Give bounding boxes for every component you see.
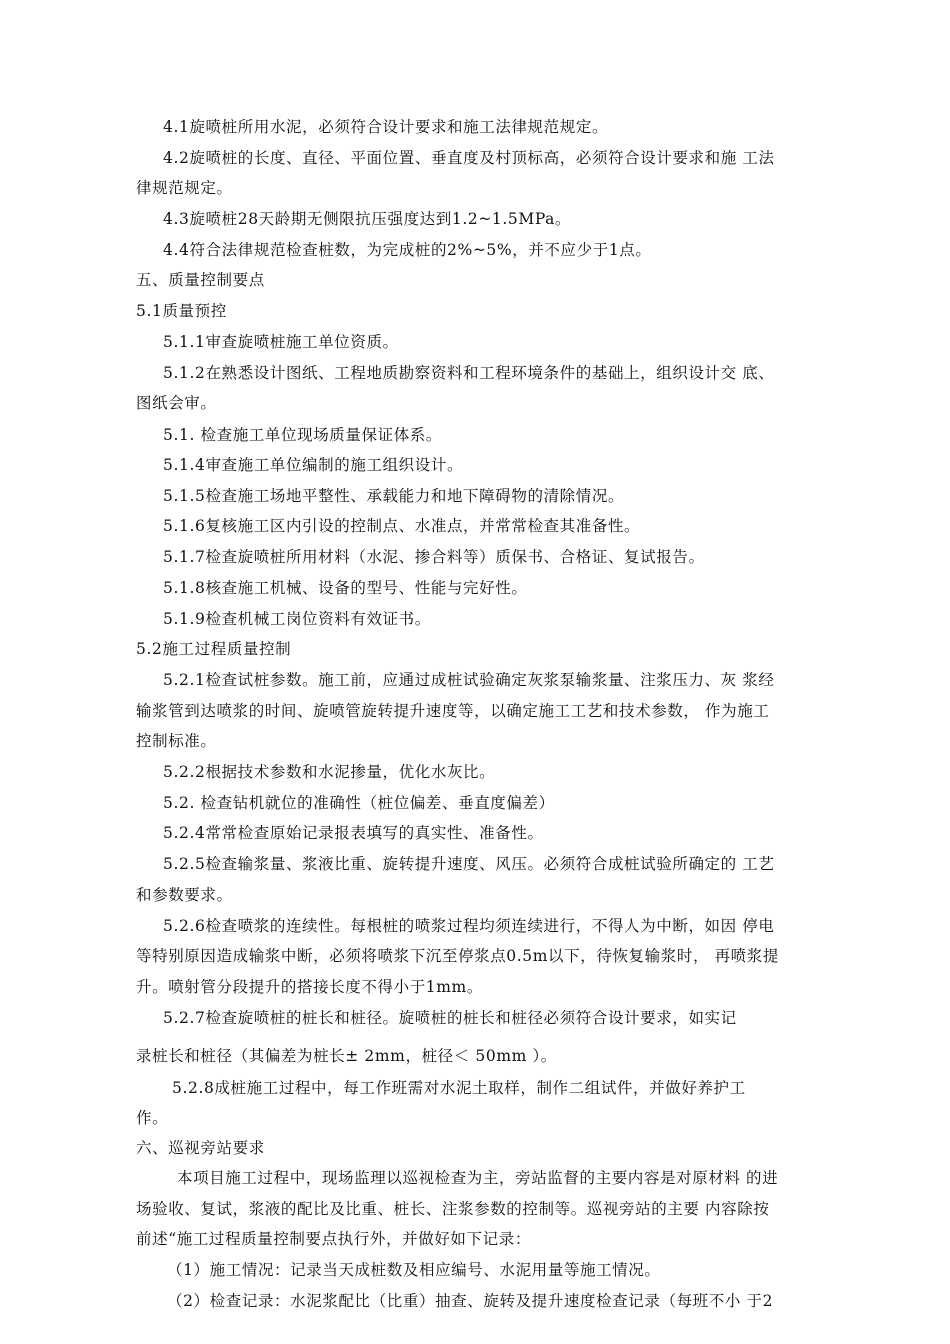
text-line: 5.1.7检查旋喷桩所用材料（水泥、掺合料等）质保书、合格证、复试报告。 — [163, 548, 705, 566]
text-line: 4.3旋喷桩28天龄期无侧限抗压强度达到1.2~1.5MPa。 — [163, 210, 572, 228]
subsection-heading: 5.1质量预控 — [136, 302, 227, 320]
text-line: 5.2.1检查试桩参数。施工前，应通过成桩试验确定灰浆泵输浆量、注浆压力、灰 浆经 — [163, 671, 775, 689]
text-line: 5.1.8核查施工机械、设备的型号、性能与完好性。 — [163, 579, 528, 597]
text-line: 5.1.9检查机械工岗位资料有效证书。 — [163, 610, 431, 628]
text-line: 输浆管到达喷浆的时间、旋喷管旋转提升速度等，以确定施工工艺和技术参数， 作为施工 — [136, 702, 770, 720]
text-line: 图纸会审。 — [136, 394, 217, 412]
text-line: 升。喷射管分段提升的搭接长度不得小于1mm。 — [136, 978, 483, 996]
text-line: 录桩长和桩径（其偏差为桩长± 2mm，桩径＜ 50mm ）。 — [136, 1047, 557, 1065]
subsection-heading: 5.2施工过程质量控制 — [136, 640, 292, 658]
section-heading: 五、质量控制要点 — [136, 271, 265, 289]
text-line: 5.2.6检查喷浆的连续性。每根桩的喷浆过程均须连续进行，不得人为中断，如因 停电 — [163, 917, 775, 935]
text-line: 4.4符合法律规范检查桩数，为完成桩的2%~5%，并不应少于1点。 — [163, 241, 652, 259]
text-line: 5.1. 检查施工单位现场质量保证体系。 — [163, 426, 443, 444]
text-line: 5.2. 检查钻机就位的准确性（桩位偏差、垂直度偏差） — [163, 794, 555, 812]
text-line: 前述“施工过程质量控制要点执行外，并做好如下记录： — [136, 1230, 531, 1248]
text-line: 5.1.1审查旋喷桩施工单位资质。 — [163, 333, 399, 351]
text-line: 5.1.5检查施工场地平整性、承载能力和地下障碍物的清除情况。 — [163, 487, 625, 505]
text-line: 律规范规定。 — [136, 179, 233, 197]
text-line: 等特别原因造成输浆中断，必须将喷浆下沉至停浆点0.5m以下，待恢复输浆时， 再喷浆提 — [136, 947, 779, 965]
text-line: 本项目施工过程中，现场监理以巡视检查为主，旁站监督的主要内容是对原材料 的进 — [177, 1169, 779, 1187]
section-heading: 六、巡视旁站要求 — [136, 1139, 265, 1157]
text-line: 4.2旋喷桩的长度、直径、平面位置、垂直度及村顶标高，必须符合设计要求和施 工法 — [163, 149, 775, 167]
text-line: 5.1.2在熟悉设计图纸、工程地质勘察资料和工程环境条件的基础上，组织设计交 底、 — [163, 364, 775, 382]
text-line: 4.1旋喷桩所用水泥，必须符合设计要求和施工法律规范规定。 — [163, 118, 609, 136]
text-line: 5.2.7检查旋喷桩的桩长和桩径。旋喷桩的桩长和桩径必须符合设计要求，如实记 — [163, 1009, 737, 1027]
text-line: （1）施工情况：记录当天成桩数及相应编号、水泥用量等施工情况。 — [167, 1261, 661, 1279]
text-line: 作。 — [136, 1109, 169, 1127]
text-line: 场验收、复试，浆液的配比及比重、桩长、注浆参数的控制等。巡视旁站的主要 内容除按 — [136, 1200, 770, 1218]
text-line: 控制标准。 — [136, 732, 217, 750]
text-line: 和参数要求。 — [136, 886, 233, 904]
text-line: 5.1.6复核施工区内引设的控制点、水准点，并常常检查其准备性。 — [163, 517, 641, 535]
text-line: 5.2.4常常检查原始记录报表填写的真实性、准备性。 — [163, 824, 544, 842]
text-line: 5.2.8成桩施工过程中，每工作班需对水泥土取样，制作二组试件，并做好养护工 — [172, 1079, 746, 1097]
text-line: （2）检查记录：水泥浆配比（比重）抽查、旋转及提升速度检查记录（每班不小 于2 — [167, 1292, 774, 1310]
text-line: 5.2.5检查输浆量、浆液比重、旋转提升速度、风压。必须符合成桩试验所确定的 工艺 — [163, 855, 775, 873]
text-line: 5.2.2根据技术参数和水泥掺量，优化水灰比。 — [163, 763, 496, 781]
text-line: 5.1.4审查施工单位编制的施工组织设计。 — [163, 456, 464, 474]
